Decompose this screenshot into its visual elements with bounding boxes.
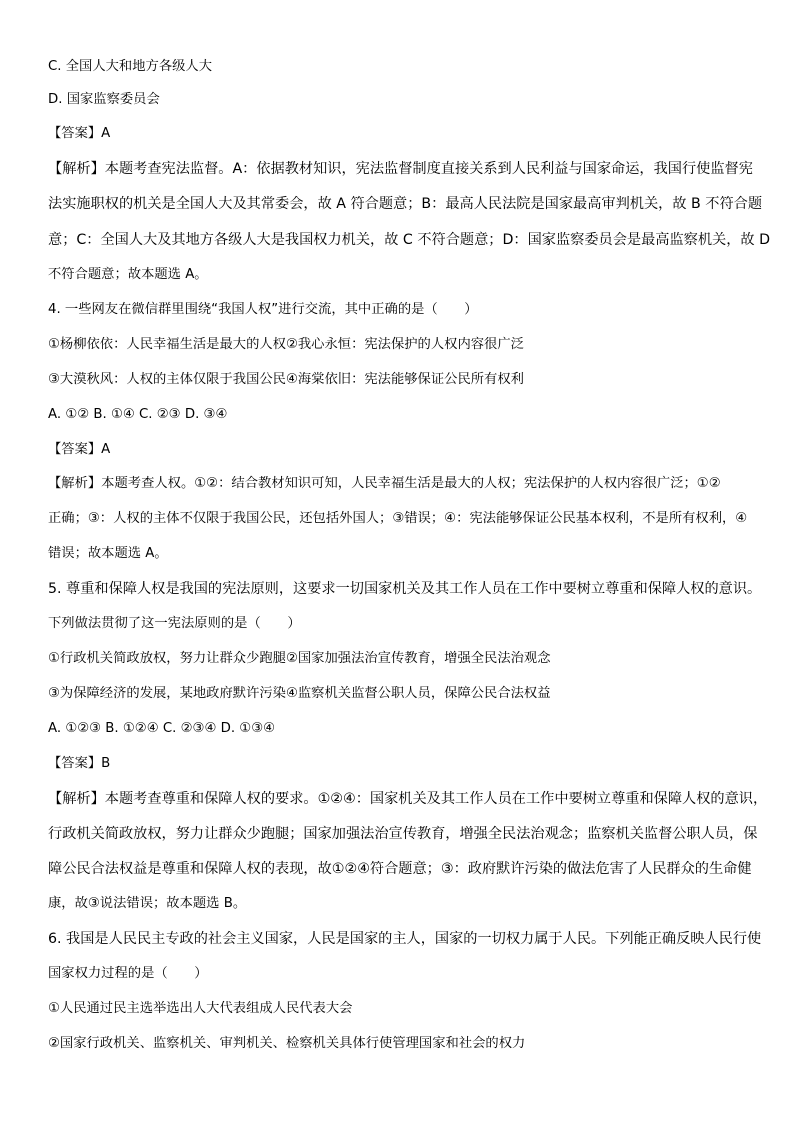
- analysis-q3-line1: 【解析】本题考查宪法监督。A：依据教材知识，宪法监督制度直接关系到人民利益与国家命运，我国行使监督宪: [48, 161, 753, 177]
- question-4-statement-2: ③大漠秋风：人权的主体仅限于我国公民④海棠依旧：宪法能够保证公民所有权利: [48, 372, 524, 387]
- analysis-q5-line3: 障公民合法权益是尊重和保障人权的表现，故①②④符合题意；③：政府默许污染的做法危害了人民群众的生命健: [48, 861, 752, 877]
- analysis-q4-line2: 正确；③：人权的主体不仅限于我国公民，还包括外国人；③错误；④：宪法能够保证公民基本权利，不是所有权利，④: [48, 511, 748, 526]
- analysis-q5-line2: 行政机关简政放权，努力让群众少跑腿；国家加强法治宣传教育，增强全民法治观念；监察机关监督公职人员，保: [48, 826, 758, 842]
- question-6-statement-1: ①人民通过民主选举选出人大代表组成人民代表大会: [48, 1001, 353, 1016]
- option-c: C. 全国人大和地方各级人大: [48, 59, 213, 74]
- question-5-options: A. ①②③ B. ①②④ C. ②③④ D. ①③④: [48, 721, 276, 736]
- analysis-q4-line1: 【解析】本题考查人权。①②：结合教材知识可知，人民幸福生活是最大的人权；宪法保护的人权内容很广泛；①②: [48, 476, 721, 491]
- question-6-stem-line1: 6. 我国是人民民主专政的社会主义国家，人民是国家的主人，国家的一切权力属于人民。下列能正确反映人民行使: [48, 931, 762, 947]
- question-4-options: A. ①② B. ①④ C. ②③ D. ③④: [48, 407, 228, 422]
- analysis-q5-line1: 【解析】本题考查尊重和保障人权的要求。①②④：国家机关及其工作人员在工作中要树立尊重和保障人权的意识，: [48, 791, 768, 807]
- question-5-stem-line1: 5. 尊重和保障人权是我国的宪法原则，这要求一切国家机关及其工作人员在工作中要树立尊重和保障人权的意识。: [48, 581, 762, 597]
- analysis-q3-line4: 不符合题意；故本题选 A。: [48, 267, 208, 282]
- question-6-stem-line2: 国家权力过程的是（ ）: [48, 966, 208, 981]
- analysis-q3-line3: 意；C：全国人大及其地方各级人大是我国权力机关，故 C 不符合题意；D：国家监察委员会是最高监察机关，故 D: [48, 232, 771, 248]
- analysis-q4-line3: 错误；故本题选 A。: [48, 546, 168, 561]
- question-4-stem: 4. 一些网友在微信群里围绕“我国人权”进行交流，其中正确的是（ ）: [48, 302, 478, 317]
- question-5-statement-1: ①行政机关简政放权，努力让群众少跑腿②国家加强法治宣传教育，增强全民法治观念: [48, 651, 551, 666]
- answer-q4: 【答案】A: [48, 442, 111, 457]
- question-5-statement-2: ③为保障经济的发展，某地政府默许污染④监察机关监督公职人员，保障公民合法权益: [48, 686, 551, 701]
- question-6-statement-2: ②国家行政机关、监察机关、审判机关、检察机关具体行使管理国家和社会的权力: [48, 1036, 526, 1051]
- analysis-q3-line2: 法实施职权的机关是全国人大及其常委会，故 A 符合题意；B：最高人民法院是国家最高审判机关，故 B 不符合题: [48, 196, 763, 212]
- answer-q3: 【答案】A: [48, 126, 111, 141]
- analysis-q5-line4: 康，故③说法错误；故本题选 B。: [48, 896, 247, 911]
- option-d: D. 国家监察委员会: [48, 92, 160, 107]
- answer-q5: 【答案】B: [48, 756, 111, 771]
- question-5-stem-line2: 下列做法贯彻了这一宪法原则的是（ ）: [48, 616, 301, 631]
- question-4-statement-1: ①杨柳依依：人民幸福生活是最大的人权②我心永恒：宪法保护的人权内容很广泛: [48, 337, 524, 352]
